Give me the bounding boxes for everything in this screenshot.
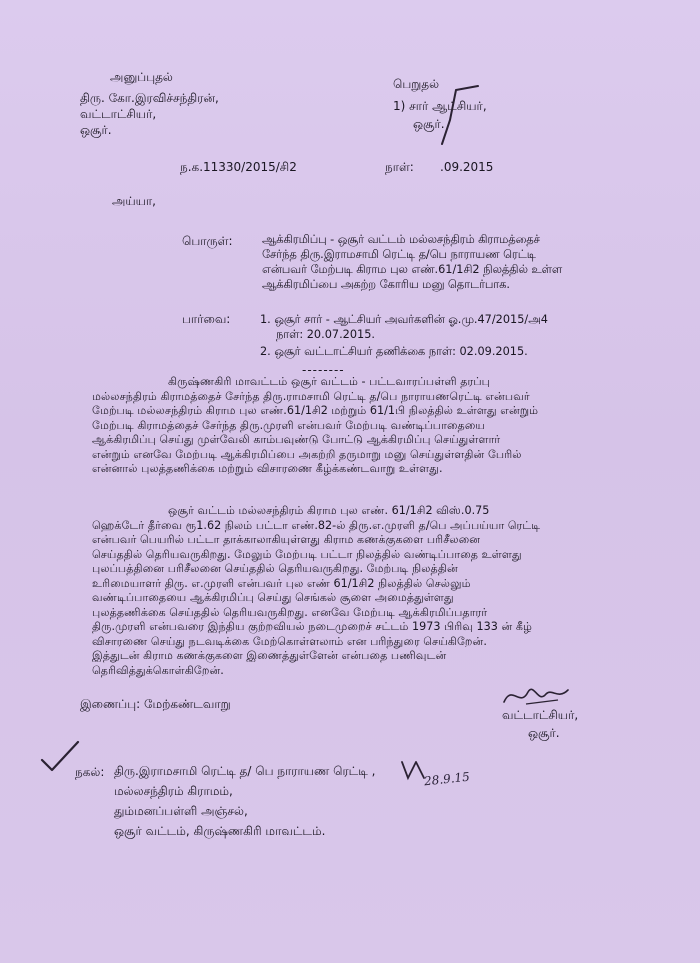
paragraph-line: என்பவர் பெயரில் பட்டா தாக்காலாகியுள்ளது கிராம கணக்குகளை பரிசீலனை (92, 533, 481, 546)
paragraph-1 (92, 375, 592, 477)
copy-to-line: ஒசூர் வட்டம், கிருஷ்ணகிரி மாவட்டம். (114, 824, 326, 838)
references-divider: -------- (302, 363, 345, 377)
date-value: .09.2015 (440, 160, 494, 174)
signature-place: ஒசூர். (528, 726, 560, 740)
reference-number: ந.க.11330/2015/சி2 (180, 160, 297, 174)
recipient-designation: 1) சார் ஆட்சியர், (393, 99, 487, 113)
paragraph-line: என்றும் எனவே மேற்படி ஆக்கிரமிப்பை அகற்றி தருமாறு மனு செய்துள்ளதின் பேரில் (92, 447, 522, 461)
copy-to-address (114, 764, 375, 839)
subject-line: ஆக்கிரமிப்பு - ஒசூர் வட்டம் மல்லசந்திரம் கிராமத்தைச் (262, 233, 540, 246)
subject-line: ஆக்கிரமிப்பை அகற்ற கோரிய மனு தொடர்பாக. (262, 278, 510, 291)
signature-scribble (498, 678, 578, 712)
sender-heading: அனுப்புதல் (110, 70, 173, 84)
sender-name: திரு. கோ.இரவிச்சந்திரன், (80, 91, 219, 105)
date-label: நாள்: (385, 160, 414, 174)
recipient-heading: பெறுதல் (393, 77, 440, 91)
paragraph-line: புலப்பத்தினை பரிசீலனை செய்ததில் தெரியவருகிறது. மேற்படி நிலத்தின் (92, 562, 458, 575)
paragraph-line: மேற்படி கிராமத்தைச் சேர்ந்த திரு.முரளி என்பவர் மேற்படி வண்டிப்பாதையை (92, 418, 486, 432)
paragraph-line: கிருஷ்ணகிரி மாவட்டம் ஒசூர் வட்டம் - பட்டவாரப்பள்ளி தரப்பு (168, 375, 490, 388)
signature-designation: வட்டாட்சியர், (502, 708, 579, 722)
copy-to-line: தும்மனப்பள்ளி அஞ்சல், (114, 804, 248, 818)
paragraph-line: ஒசூர் வட்டம் மல்லசந்திரம் கிராம புல எண். 61/1சி2 விஸ்.0.75 (168, 504, 490, 517)
reference-item-1: 1. ஒசூர் சார் - ஆட்சியர் அவர்களின் ஓ.மு.47/2015/அ4 (260, 313, 548, 326)
paragraph-line: ஆக்கிரமிப்பு செய்து முள்வேலி காம்பவுண்டு போட்டு ஆக்கிரமிப்பு செய்துள்ளார் (92, 433, 501, 446)
subject-block (262, 232, 562, 292)
subject-line: என்பவர் மேற்படி கிராம புல எண்.61/1சி2 நிலத்தில் உள்ள (262, 263, 563, 276)
paragraph-line: திரு.முரளி என்பவரை இந்திய குற்றவியல் நடைமுறைச் சட்டம் 1973 பிரிவு 133 ன் கீழ் (92, 620, 533, 633)
salutation: அய்யா, (112, 194, 156, 208)
copy-to-line: மல்லசந்திரம் கிராமம், (114, 784, 233, 798)
references-label: பார்வை: (182, 312, 231, 326)
handwritten-date: 28.9.15 (423, 769, 471, 789)
paragraph-line: விசாரணை செய்து நடவடிக்கை மேற்கொள்ளலாம் என பரிந்துரை செய்கிறேன். (92, 634, 487, 648)
paragraph-2 (92, 504, 592, 678)
paragraph-line: தெரிவித்துக்கொள்கிறேன். (92, 663, 224, 677)
paragraph-line: செய்ததில் தெரியவருகிறது. மேலும் மேற்படி பட்டா நிலத்தில் வண்டிப்பாதை உள்ளது (92, 547, 522, 561)
recipient-tick-mark (436, 82, 482, 152)
paragraph-line: உரிமையாளர் திரு. எ.முரளி என்பவர் புல எண் 61/1சி2 நிலத்தில் செல்லும் (92, 576, 471, 590)
paragraph-line: புலத்தணிக்கை செய்ததில் தெரியவருகிறது. எனவே மேற்படி ஆக்கிரமிப்பதாரர் (92, 605, 488, 619)
sender-place: ஒசூர். (80, 123, 112, 137)
subject-line: சேர்ந்த திரு.இராமசாமி ரெட்டி த/பெ நாராயண ரெட்டி (262, 248, 536, 261)
paragraph-line: ஹெக்டேர் தீர்வை ரூ1.62 நிலம் பட்டா எண்.82-ல் திரு.எ.முரளி த/பெ அப்பய்யா ரெட்டி (92, 518, 541, 532)
subject-label: பொருள்: (182, 234, 233, 248)
paragraph-line: என்னால் புலத்தணிக்கை மற்றும் விசாரணை கீழ்க்கண்டவாறு உள்ளது. (92, 462, 443, 475)
paragraph-line: இத்துடன் கிராம கணக்குகளை இணைத்துள்ளேன் என்பதை பணிவுடன் (92, 649, 447, 662)
sender-designation: வட்டாட்சியர், (80, 107, 157, 121)
paragraph-line: வண்டிப்பாதையை ஆக்கிரமிப்பு செய்து செங்கல் சூளை அமைத்துள்ளது (92, 591, 454, 604)
copy-to-label: நகல்: (75, 765, 105, 779)
paragraph-line: மேற்படி மல்லசந்திரம் கிராம புல எண்.61/1சி2 மற்றும் 61/1பி நிலத்தில் உள்ளது என்றும் (92, 404, 539, 417)
recipient-place: ஒசூர். (413, 117, 445, 131)
enclosure: இணைப்பு: மேற்கண்டவாறு (80, 697, 231, 711)
copy-to-line: திரு.இராமசாமி ரெட்டி த/ பெ நாராயண ரெட்டி , (114, 764, 376, 778)
paragraph-line: மல்லசந்திரம் கிராமத்தைச் சேர்ந்த திரு.ராமசாமி ரெட்டி த/பெ நாராயணரெட்டி என்பவர் (92, 389, 530, 403)
reference-item-1-date: நாள்: 20.07.2015. (276, 328, 376, 341)
reference-item-2: 2. ஒசூர் வட்டாட்சியர் தணிக்கை நாள்: 02.09.2015. (260, 345, 528, 358)
